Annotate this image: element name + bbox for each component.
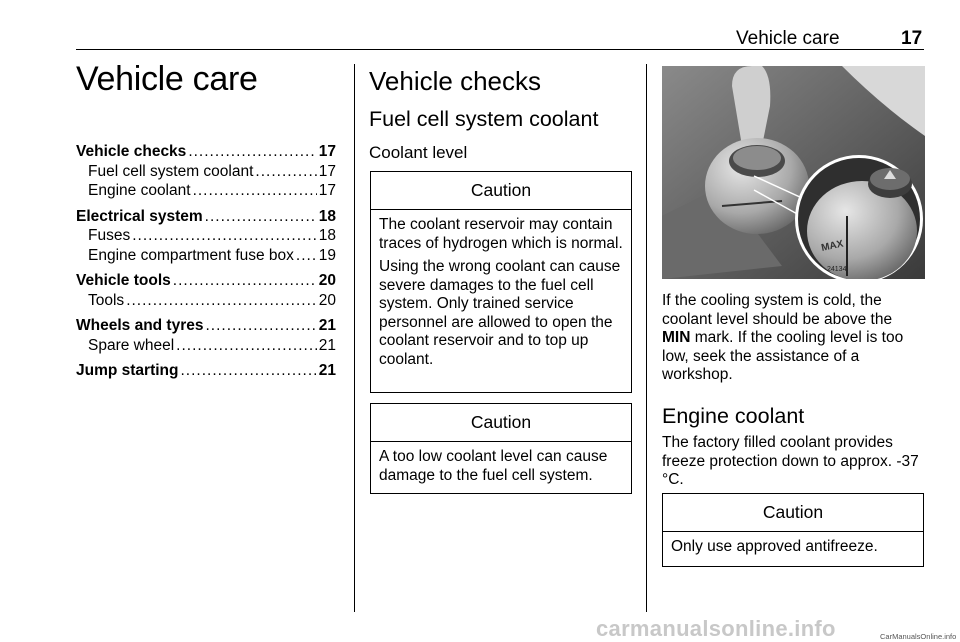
min-mark: MIN bbox=[662, 329, 691, 346]
caution-box bbox=[370, 171, 632, 393]
coolant-level-paragraph: If the cooling system is cold, the coolant level should be above the MIN mark. If the cooling level is too low, seek the assistance of a workshop. bbox=[662, 292, 904, 383]
caution-box bbox=[370, 403, 632, 494]
watermark-small: CarManualsOnline.info bbox=[880, 632, 957, 641]
part-number: 24134 bbox=[827, 266, 847, 273]
engine-coolant-paragraph: The factory filled coolant provides freeze protection down to approx. -37 °C. bbox=[662, 434, 919, 488]
chapter-title: Vehicle care bbox=[76, 60, 258, 98]
max-label: MAX bbox=[820, 238, 845, 254]
toc-entry[interactable]: Fuel cell system coolant ..... 17 bbox=[76, 162, 336, 182]
header-rule bbox=[76, 49, 924, 50]
table-of-contents bbox=[76, 142, 336, 381]
toc-entry[interactable]: Spare wheel ..... 21 bbox=[76, 336, 336, 356]
column-divider-left bbox=[354, 64, 355, 612]
section-heading: Vehicle checks bbox=[369, 66, 541, 96]
toc-entry[interactable]: Electrical system ..... 18 bbox=[76, 207, 336, 227]
caution-text: The coolant reservoir may contain traces of hydrogen which is normal. bbox=[379, 216, 623, 252]
toc-entry[interactable]: Vehicle checks ..... 17 bbox=[76, 142, 336, 162]
toc-entry[interactable]: Engine compartment fuse box ..... 19 bbox=[76, 246, 336, 266]
caution-label: Caution bbox=[371, 172, 631, 210]
toc-entry[interactable]: Fuses ..... 18 bbox=[76, 226, 336, 246]
coolant-reservoir-photo bbox=[662, 66, 925, 279]
toc-entry[interactable]: Vehicle tools ..... 20 bbox=[76, 271, 336, 291]
toc-entry[interactable]: Tools ..... 20 bbox=[76, 291, 336, 311]
caution-label: Caution bbox=[371, 404, 631, 442]
caution-box bbox=[662, 493, 924, 567]
toc-entry[interactable]: Wheels and tyres ..... 21 bbox=[76, 316, 336, 336]
running-header-title: Vehicle care bbox=[736, 28, 840, 49]
subsection-heading: Engine coolant bbox=[662, 404, 805, 428]
caution-label: Caution bbox=[663, 494, 923, 532]
coolant-reservoir-illustration bbox=[662, 66, 925, 279]
toc-entry[interactable]: Jump starting ..... 21 bbox=[76, 361, 336, 381]
caution-text: Using the wrong coolant can cause severe damages to the fuel cell system. Only trained service personnel are allowed to open the coolant reservoir and to top up coolant. bbox=[379, 258, 621, 368]
page-number: 17 bbox=[901, 28, 923, 49]
subsubsection-heading: Coolant level bbox=[369, 143, 468, 162]
subsection-heading: Fuel cell system coolant bbox=[369, 107, 599, 131]
watermark: carmanualsonline.info bbox=[596, 616, 836, 641]
column-divider-right bbox=[646, 64, 647, 612]
toc-entry[interactable]: Engine coolant ..... 17 bbox=[76, 181, 336, 201]
caution-text: A too low coolant level can cause damage to the fuel cell system. bbox=[379, 448, 608, 484]
caution-text: Only use approved antifreeze. bbox=[671, 538, 878, 555]
